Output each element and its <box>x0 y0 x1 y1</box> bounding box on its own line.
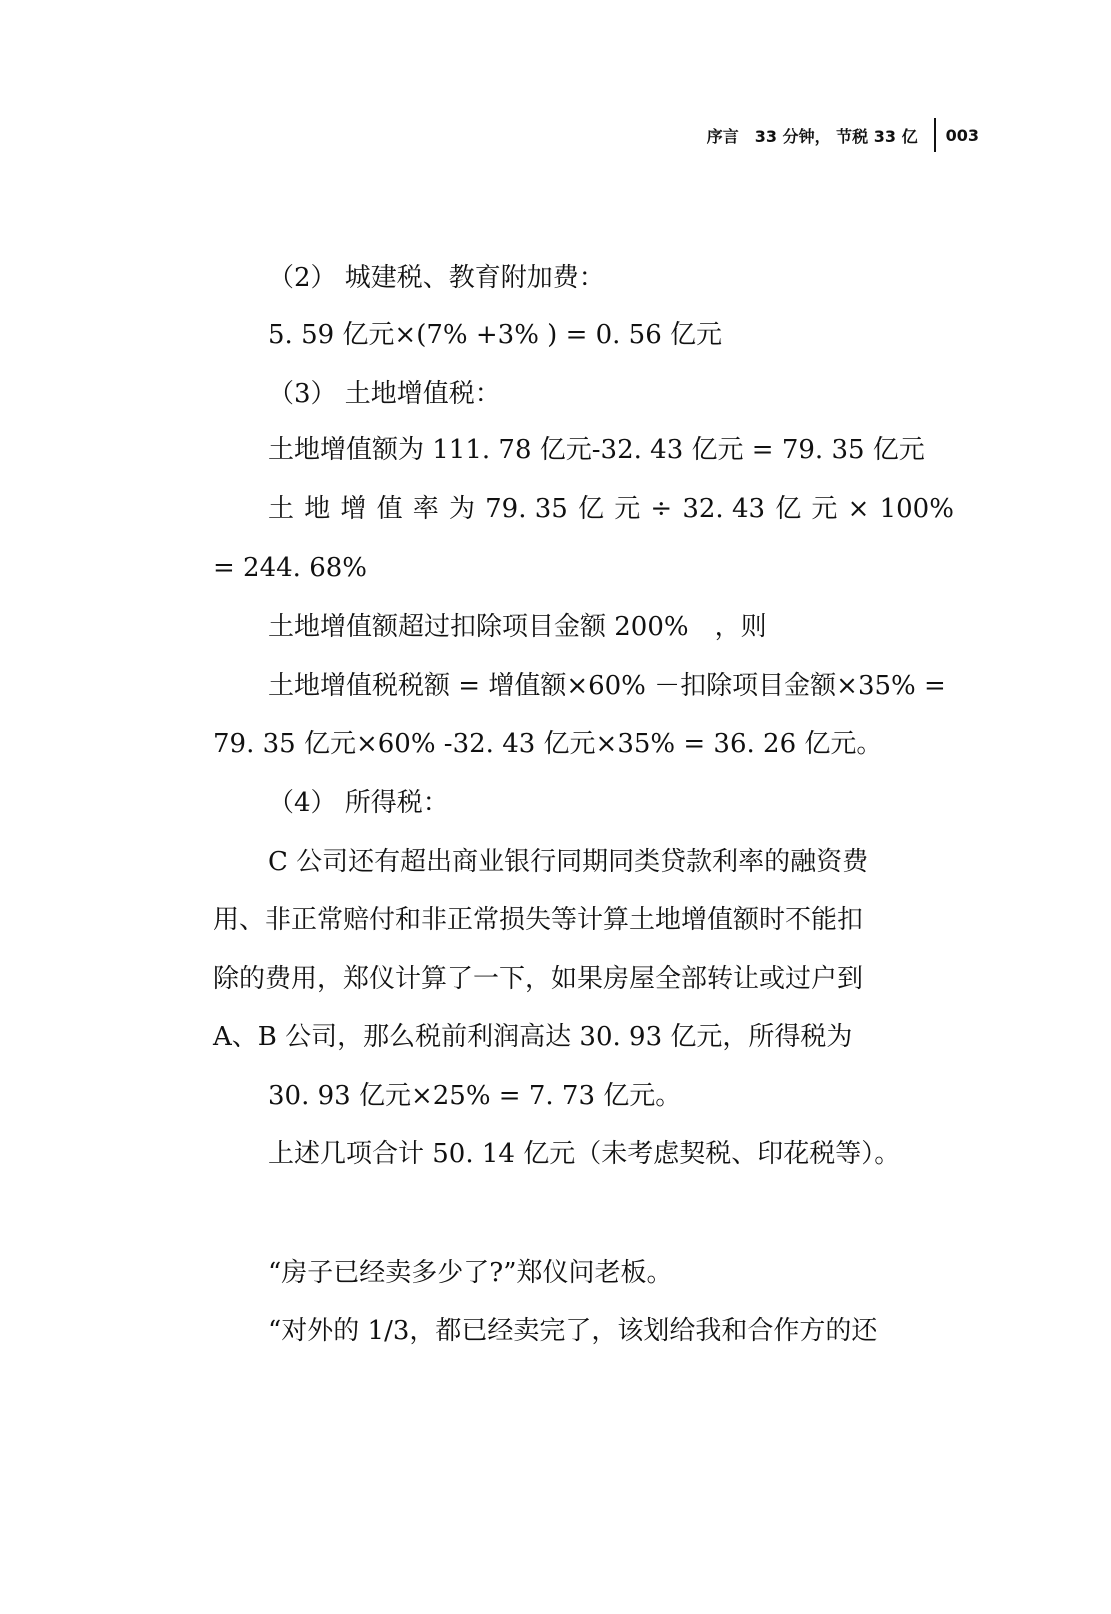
item4-para-line: 除的费用，郑仪计算了一下，如果房屋全部转让或过户到 <box>213 964 864 994</box>
item2-heading: （2） 城建税、教育附加费： <box>268 263 605 293</box>
rate-token: 地 <box>304 494 331 524</box>
item3-rate-result: = 244. 68% <box>213 553 367 583</box>
rate-token: 79. 35 <box>485 494 568 524</box>
rate-token: 元 <box>811 494 838 524</box>
item4-heading: （4） 所得税： <box>268 788 449 818</box>
item4-para-line: 用、非正常赔付和非正常损失等计算土地增值额时不能扣 <box>213 905 864 935</box>
item3-heading: （3） 土地增值税： <box>268 379 501 409</box>
item3-exceed: 土地增值额超过扣除项目金额 200% ，则 <box>268 612 767 642</box>
dialogue-line: “房子已经卖多少了?”郑仪问老板。 <box>268 1258 673 1288</box>
item3-rate-line <box>268 496 954 522</box>
total-line: 上述几项合计 50. 14 亿元（未考虑契税、印花税等）。 <box>268 1139 901 1169</box>
rate-token: 为 <box>448 494 475 524</box>
rate-token: 32. 43 <box>682 494 766 524</box>
running-title: 序言 33 分钟， 节税 33 亿 <box>706 126 918 146</box>
page-number: 003 <box>945 125 979 145</box>
rate-token: 100% <box>879 494 954 524</box>
rate-token: 土 <box>268 494 295 524</box>
rate-token: ÷ <box>650 494 673 524</box>
rate-token: 率 <box>412 494 439 524</box>
rate-token: 亿 <box>775 494 802 524</box>
rate-token: 值 <box>376 494 403 524</box>
item3-amount: 土地增值额为 111. 78 亿元-32. 43 亿元 = 79. 35 亿元 <box>268 435 925 465</box>
rate-token: 增 <box>340 494 367 524</box>
item4-calc: 30. 93 亿元×25% = 7. 73 亿元。 <box>268 1081 682 1111</box>
dialogue-line: “对外的 1/3，都已经卖完了，该划给我和合作方的还 <box>268 1316 878 1346</box>
rate-token: × <box>847 494 870 524</box>
rate-token: 亿 <box>578 494 605 524</box>
rate-token: 元 <box>614 494 641 524</box>
item3-tax-result: 79. 35 亿元×60% -32. 43 亿元×35% = 36. 26 亿元。 <box>213 729 883 759</box>
item4-para-line: C 公司还有超出商业银行同期同类贷款利率的融资费 <box>268 847 869 877</box>
item2-calc: 5. 59 亿元×(7% +3% ) = 0. 56 亿元 <box>268 320 723 350</box>
item4-para-line: A、B 公司，那么税前利润高达 30. 93 亿元，所得税为 <box>213 1022 853 1052</box>
item3-tax-formula: 土地增值税税额 = 增值额×60% －扣除项目金额×35% = <box>268 671 946 701</box>
